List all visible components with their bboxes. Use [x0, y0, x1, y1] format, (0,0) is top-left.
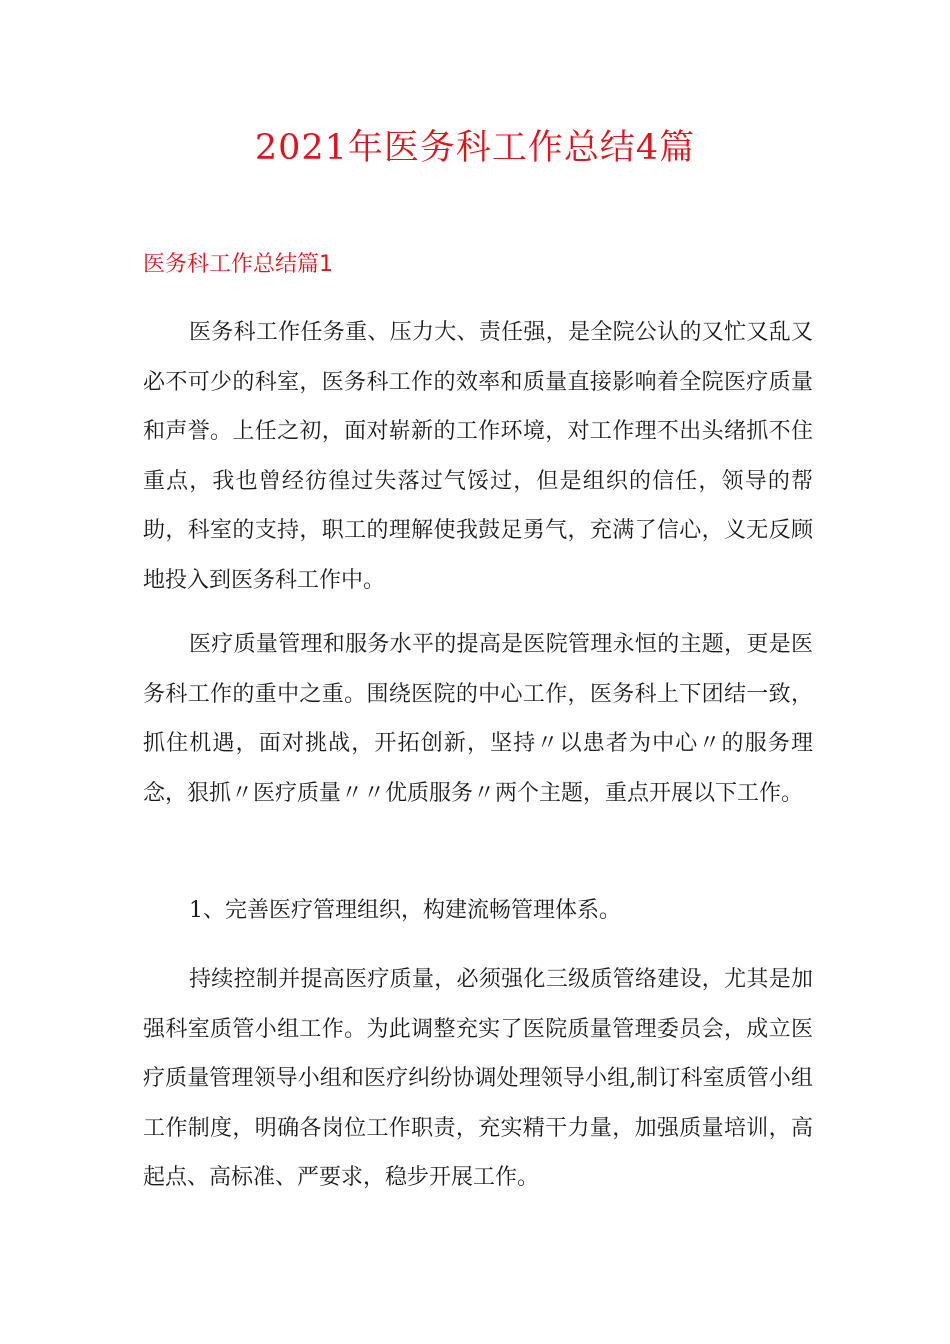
paragraph-item-1-heading: 1、完善医疗管理组织，构建流畅管理体系。: [189, 898, 621, 923]
section-heading: 医务科工作总结篇1: [143, 252, 333, 277]
paragraph-quality-management: 医疗质量管理和服务水平的提高是医院管理永恒的主题，更是医务科工作的重中之重。围绕医院的中心工作，医务科上下团结一致，抓住机遇，面对挑战，开拓创新，坚持〃以患者为中心〃的服务理念，狠抓〃医疗质量〃〃优质服务〃两个主题，重点开展以下工作。: [143, 632, 813, 806]
paragraph-quality-control: 持续控制并提高医疗质量，必须强化三级质管络建设，尤其是加强科室质管小组工作。为此调整充实了医院质量管理委员会，成立医疗质量管理领导小组和医疗纠纷协调处理领导小组,制订科室质管小组工作制度，明确各岗位工作职责，充实精干力量，加强质量培训，高起点、高标准、严要求，稳步开展工作。: [143, 967, 813, 1190]
document-title: 2021年医务科工作总结4篇: [254, 128, 696, 168]
paragraph-intro: 医务科工作任务重、压力大、责任强，是全院公认的又忙又乱又必不可少的科室，医务科工作的效率和质量直接影响着全院医疗质量和声誉。上任之初，面对崭新的工作环境，对工作理不出头绪抓不住重点，我也曾经彷徨过失落过气馁过，但是组织的信任，领导的帮助，科室的支持，职工的理解使我鼓足勇气，充满了信心，义无反顾地投入到医务科工作中。: [143, 320, 813, 593]
